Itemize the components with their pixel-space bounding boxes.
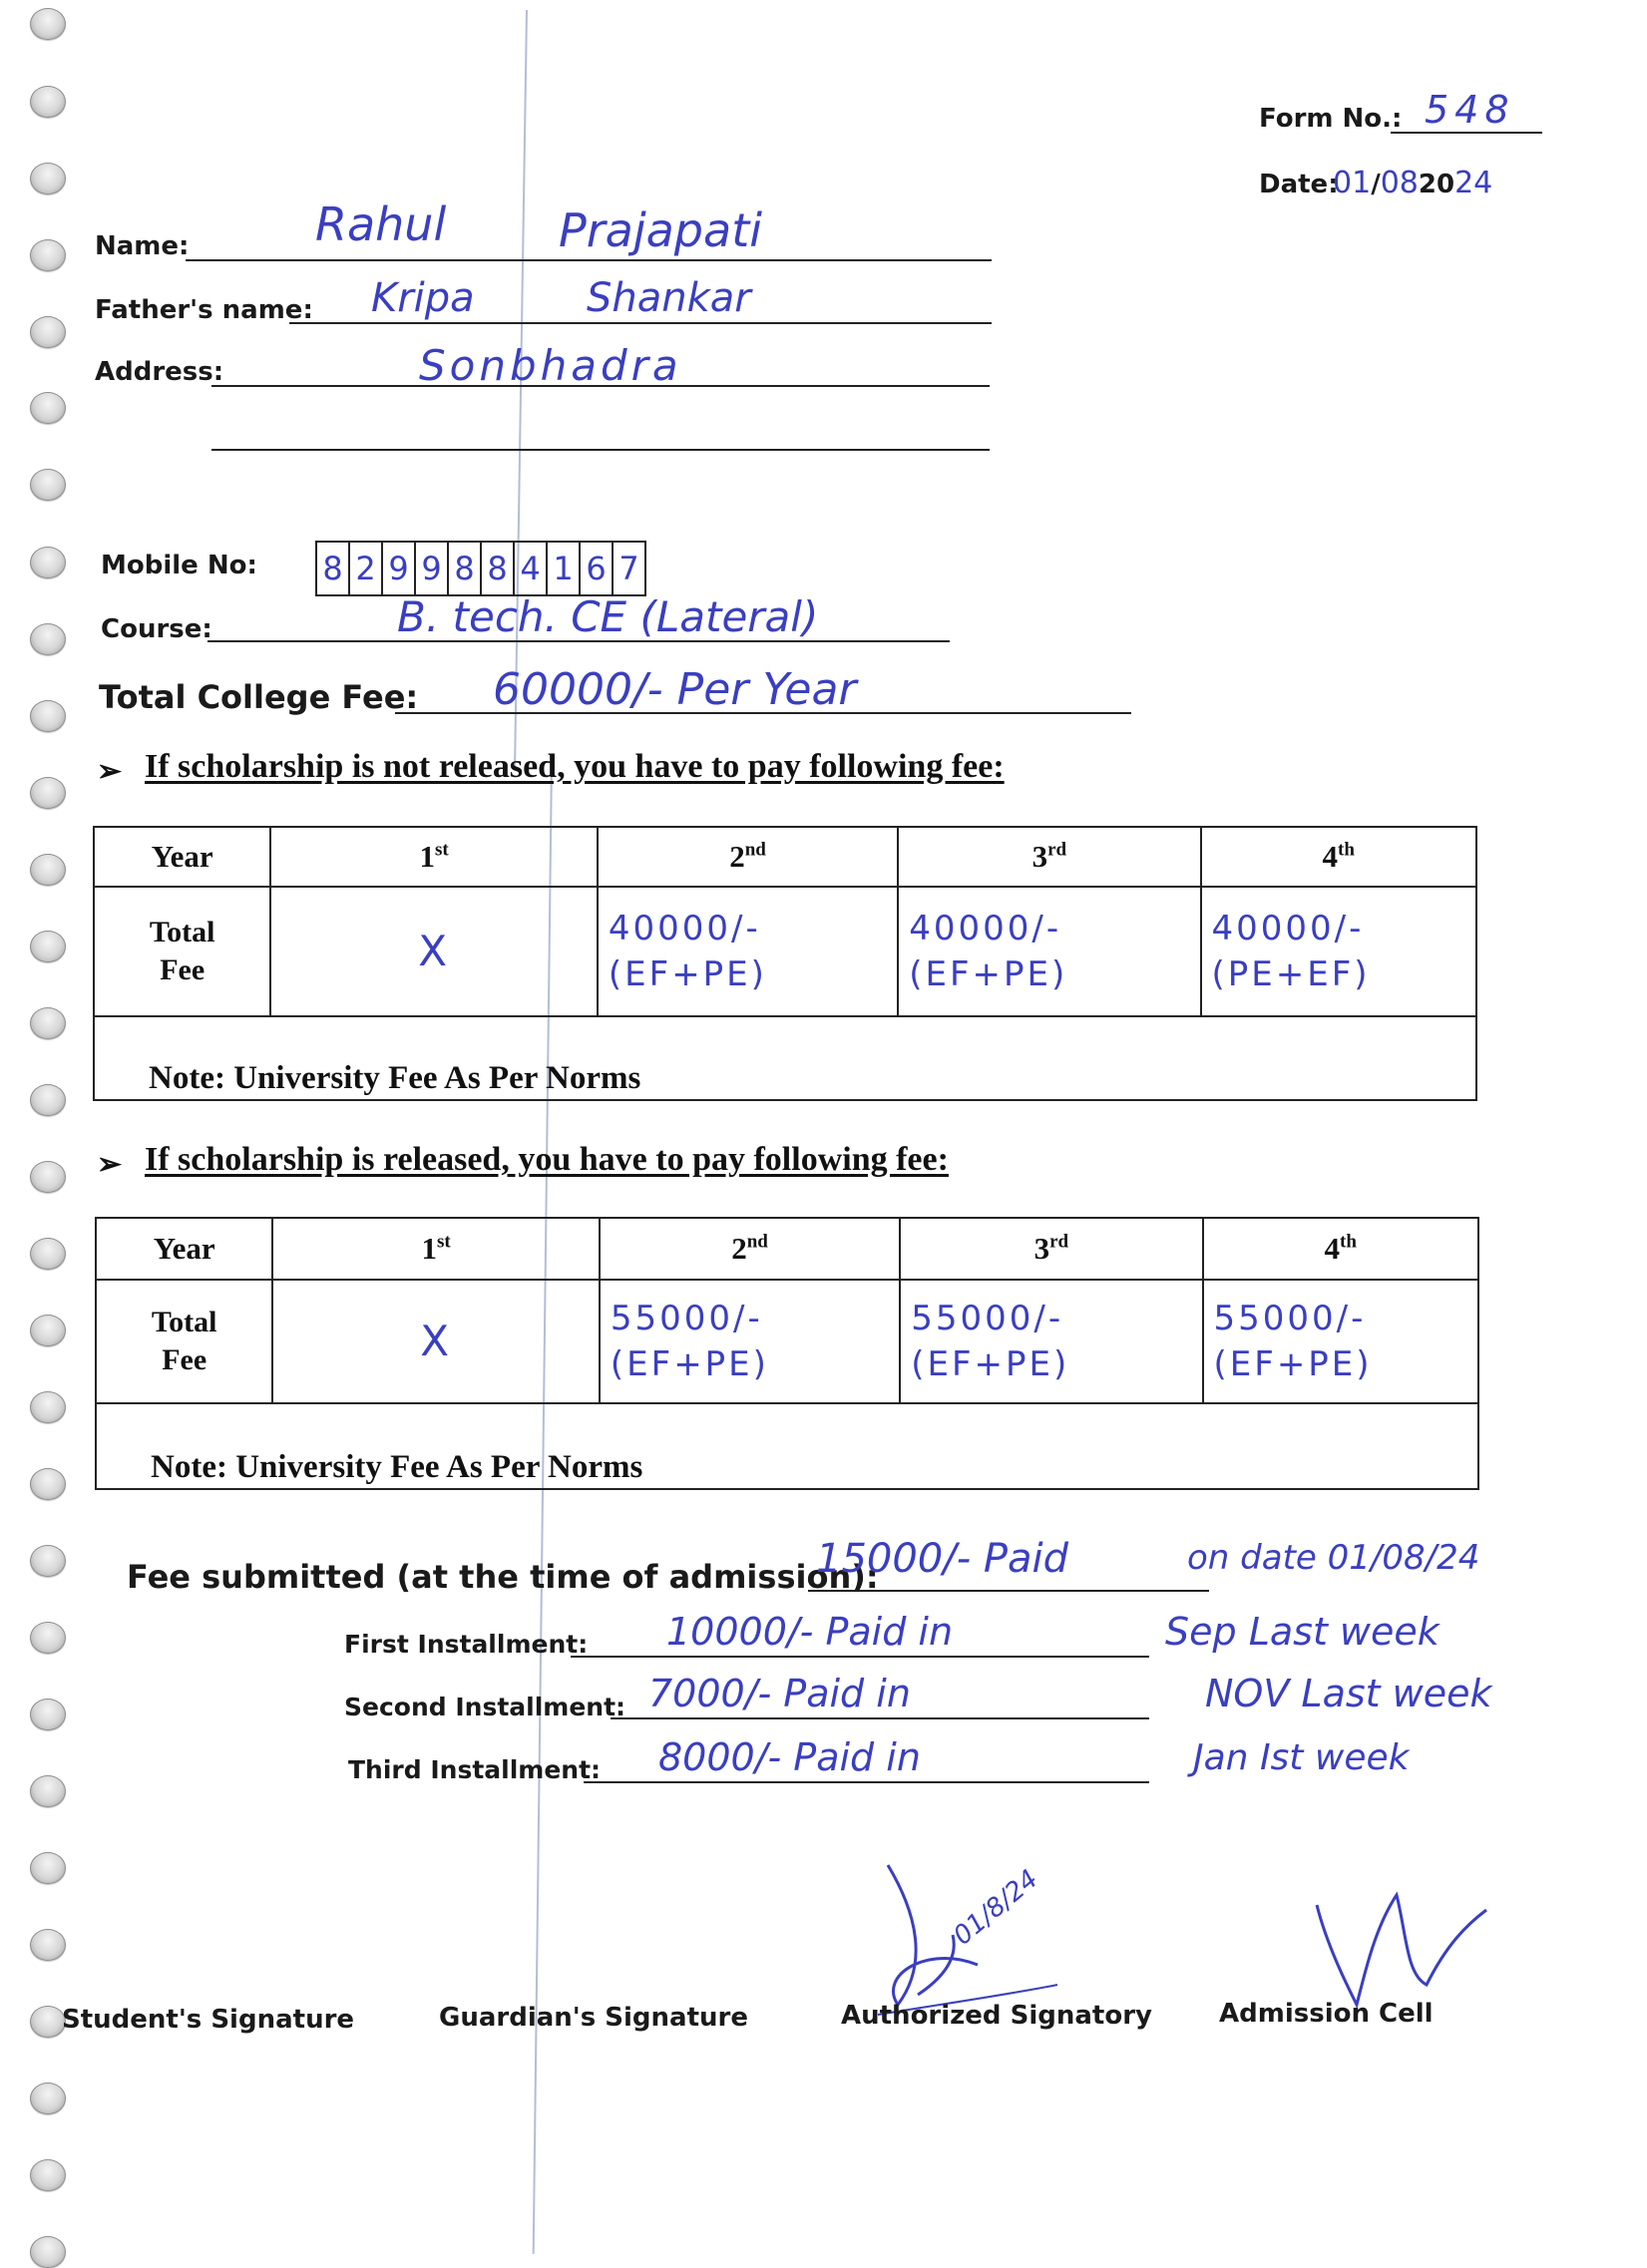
course-label: Course: — [101, 614, 212, 644]
mobile-digit: 1 — [546, 541, 581, 596]
total-college-fee-value: 60000/- Per Year — [493, 664, 857, 715]
fee-table-no-scholarship — [93, 826, 1477, 1101]
year-num: 2 — [729, 839, 745, 874]
fee-amount: 40000/- — [608, 909, 761, 948]
third-installment-label: Third Installment: — [348, 1755, 602, 1784]
binder-hole — [30, 316, 66, 348]
section2-heading: If scholarship is released, you have to pay following fee: — [145, 1141, 949, 1178]
year-1-fee — [270, 887, 597, 1016]
mobile-digit: 6 — [579, 541, 614, 596]
first-installment-line — [571, 1656, 1149, 1658]
year-4-header — [1201, 827, 1476, 887]
year-2-fee — [598, 887, 898, 1016]
year-num: 4 — [1324, 1231, 1341, 1266]
address-value: Sonbhadra — [419, 341, 682, 390]
mobile-digit: 8 — [315, 541, 350, 596]
fee-detail: (EF+PE) — [1213, 1344, 1373, 1384]
binder-hole — [30, 86, 66, 118]
address-label: Address: — [95, 357, 224, 387]
binder-hole — [30, 1084, 66, 1116]
total-label-line: Total — [149, 916, 215, 948]
year-sup: rd — [1049, 1231, 1069, 1253]
mobile-digit: 4 — [513, 541, 548, 596]
binder-hole — [30, 1468, 66, 1500]
note-text: Note: University Fee As Per Norms — [94, 1016, 1476, 1100]
section1-heading: If scholarship is not released, you have to pay following fee: — [145, 748, 1005, 785]
binder-hole — [30, 1699, 66, 1730]
table-header-row — [94, 827, 1476, 887]
form-no-line — [1391, 132, 1542, 134]
year-2-header — [598, 827, 898, 887]
form-no-label: Form No.: — [1259, 104, 1403, 134]
third-installment-value: 8000/- Paid in — [658, 1735, 921, 1779]
binder-hole — [30, 623, 66, 655]
fee-label-line: Fee — [160, 953, 206, 986]
year-sup: st — [435, 839, 449, 861]
year-1-header — [272, 1218, 599, 1280]
binder-hole — [30, 469, 66, 501]
authorized-signature-date: 01/8/24 — [948, 1864, 1044, 1952]
year-num: 1 — [421, 1231, 438, 1266]
date-value — [1333, 166, 1492, 200]
year-3-fee — [900, 1280, 1202, 1403]
year-header: Year — [96, 1218, 272, 1280]
binder-hole — [30, 1852, 66, 1884]
year-4-header — [1203, 1218, 1478, 1280]
date-sep: / — [1371, 170, 1381, 199]
form-no-value: 548 — [1425, 88, 1515, 132]
date-year-suffix: 24 — [1454, 166, 1493, 200]
fee-submitted-label: Fee submitted (at the time of admission): — [127, 1558, 879, 1596]
fee-amount: 40000/- — [909, 909, 1062, 948]
binder-hole — [30, 2236, 66, 2268]
note-text: Note: University Fee As Per Norms — [96, 1403, 1478, 1489]
arrow-bullet-icon: ➢ — [97, 755, 123, 788]
date-day: 01 — [1333, 166, 1372, 200]
address-line-2 — [211, 449, 990, 451]
admission-cell-label: Admission Cell — [1219, 1999, 1434, 2029]
father-last-value: Shankar — [587, 275, 751, 321]
fee-submitted-line — [808, 1590, 1209, 1592]
year-3-fee — [898, 887, 1200, 1016]
total-label-line: Total — [151, 1306, 217, 1338]
binder-hole — [30, 1391, 66, 1423]
fee-submitted-value: 15000/- Paid — [816, 1536, 1069, 1582]
mobile-digit-boxes — [315, 541, 646, 596]
year-1-fee — [272, 1280, 599, 1403]
note-row — [96, 1403, 1478, 1489]
fee-amount: 40000/- — [1211, 909, 1365, 948]
second-installment-line — [611, 1717, 1149, 1719]
fee-amount: X — [418, 927, 451, 975]
fee-detail: (PE+EF) — [1211, 954, 1371, 994]
binder-hole — [30, 1775, 66, 1807]
year-num: 4 — [1322, 839, 1339, 874]
name-first-value: Rahul — [315, 197, 447, 251]
binder-hole — [30, 1622, 66, 1654]
third-installment-extra: Jan Ist week — [1193, 1737, 1410, 1778]
total-fee-row-label — [96, 1280, 272, 1403]
year-sup: rd — [1047, 839, 1067, 861]
binder-hole — [30, 392, 66, 424]
fee-detail: (EF+PE) — [909, 954, 1068, 994]
mobile-digit: 8 — [480, 541, 515, 596]
fee-detail: (EF+PE) — [610, 1344, 769, 1384]
binder-hole — [30, 700, 66, 732]
table-row — [94, 887, 1476, 1016]
binder-hole — [30, 1007, 66, 1039]
year-1-header — [270, 827, 597, 887]
first-installment-value: 10000/- Paid in — [666, 1610, 954, 1654]
mobile-digit: 7 — [612, 541, 646, 596]
fee-table-with-scholarship — [95, 1217, 1479, 1490]
year-num: 1 — [419, 839, 436, 874]
binder-hole — [30, 854, 66, 886]
binder-hole — [30, 2159, 66, 2191]
total-fee-row-label — [94, 887, 270, 1016]
father-first-value: Kripa — [371, 275, 475, 321]
binder-hole — [30, 2082, 66, 2114]
fee-amount: 55000/- — [1213, 1299, 1367, 1338]
binder-hole — [30, 931, 66, 962]
year-num: 3 — [1031, 839, 1048, 874]
fee-detail: (EF+PE) — [911, 1344, 1070, 1384]
second-installment-value: 7000/- Paid in — [648, 1672, 911, 1715]
fee-amount: 55000/- — [911, 1299, 1064, 1338]
year-4-fee — [1203, 1280, 1478, 1403]
year-header: Year — [94, 827, 270, 887]
father-line — [289, 322, 992, 324]
fee-detail: (EF+PE) — [608, 954, 767, 994]
year-sup: th — [1338, 839, 1355, 861]
note-row — [94, 1016, 1476, 1100]
second-installment-label: Second Installment: — [344, 1693, 626, 1721]
binder-hole — [30, 777, 66, 809]
table-row — [96, 1280, 1478, 1403]
name-last-value: Prajapati — [559, 203, 763, 257]
mobile-label: Mobile No: — [101, 551, 257, 580]
name-label: Name: — [95, 231, 190, 261]
binder-hole — [30, 1315, 66, 1346]
fee-amount: 55000/- — [610, 1299, 763, 1338]
binder-hole — [30, 163, 66, 194]
mobile-digit: 9 — [381, 541, 416, 596]
year-num: 3 — [1033, 1231, 1050, 1266]
arrow-bullet-icon: ➢ — [97, 1148, 123, 1181]
year-num: 2 — [731, 1231, 747, 1266]
year-sup: th — [1340, 1231, 1357, 1253]
father-label: Father's name: — [95, 295, 313, 325]
second-installment-extra: NOV Last week — [1205, 1672, 1492, 1715]
binder-hole — [30, 1161, 66, 1193]
year-sup: nd — [744, 839, 766, 861]
date-label: Date: — [1259, 170, 1339, 199]
total-college-fee-label: Total College Fee: — [99, 678, 419, 716]
binder-hole — [30, 8, 66, 40]
fee-submitted-date: on date 01/08/24 — [1187, 1538, 1480, 1578]
mobile-digit: 2 — [348, 541, 383, 596]
course-value: B. tech. CE (Lateral) — [397, 592, 819, 641]
third-installment-line — [584, 1781, 1149, 1783]
fee-amount: X — [420, 1317, 453, 1365]
binder-hole — [30, 1238, 66, 1270]
authorized-signatory-label: Authorized Signatory — [841, 2001, 1152, 2031]
first-installment-label: First Installment: — [344, 1630, 589, 1659]
binder-hole — [30, 547, 66, 578]
year-sup: st — [437, 1231, 451, 1253]
year-3-header — [900, 1218, 1202, 1280]
date-month: 08 — [1380, 166, 1419, 200]
year-4-fee — [1201, 887, 1476, 1016]
guardian-signature-label: Guardian's Signature — [439, 2003, 748, 2033]
year-2-fee — [600, 1280, 900, 1403]
student-signature-label: Student's Signature — [62, 2005, 355, 2035]
binder-hole — [30, 239, 66, 271]
binder-hole — [30, 1545, 66, 1577]
name-line — [186, 259, 992, 261]
mobile-digit: 8 — [447, 541, 482, 596]
fee-label-line: Fee — [162, 1343, 207, 1376]
year-2-header — [600, 1218, 900, 1280]
first-installment-extra: Sep Last week — [1165, 1610, 1440, 1654]
binder-hole — [30, 2006, 66, 2038]
year-sup: nd — [746, 1231, 768, 1253]
year-3-header — [898, 827, 1200, 887]
table-header-row — [96, 1218, 1478, 1280]
date-year-prefix: 20 — [1418, 170, 1455, 199]
binder-hole — [30, 1929, 66, 1961]
mobile-digit: 9 — [414, 541, 449, 596]
